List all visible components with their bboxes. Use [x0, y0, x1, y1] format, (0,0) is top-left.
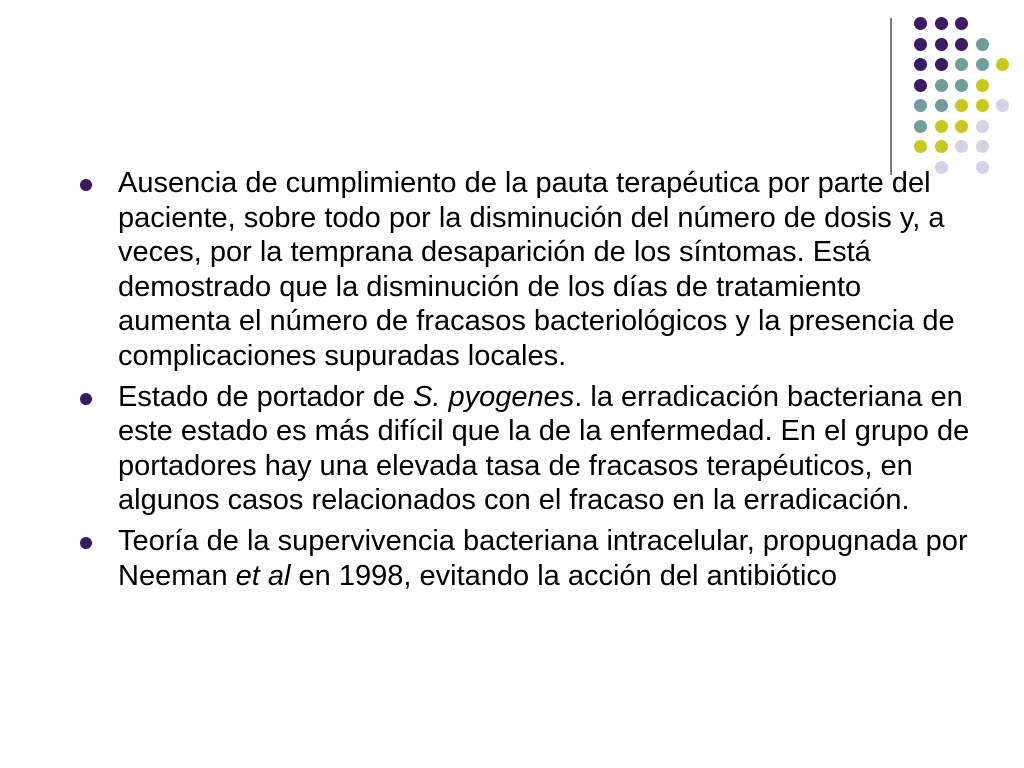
decor-dot: [914, 120, 927, 133]
decor-dot: [976, 38, 989, 51]
decor-dot: [955, 38, 968, 51]
bullet-text-start: Estado de portador de: [118, 380, 414, 413]
decor-dot: [914, 38, 927, 51]
bullet-text-italic: S. pyogenes: [413, 380, 575, 413]
slide-body: [78, 166, 978, 599]
decor-dot: [935, 58, 948, 71]
bullet-dot-icon: [80, 179, 92, 191]
bullet-text-end: en 1998, evitando la acción del antibiótico: [290, 559, 838, 592]
decor-dot: [914, 79, 927, 92]
decor-dot: [955, 58, 968, 71]
bullet-list: [78, 166, 978, 593]
bullet-text-end: . la erradicación bacteriana en este estado es más difícil que la de la enfermedad. En el grupo de portadores hay una elevada tasa de fracasos terapéuticos, en algunos casos relacionados con el fracaso en la erradicación.: [118, 380, 970, 517]
bullet-dot-icon: [80, 393, 92, 405]
bullet-item-carrier-state: [78, 380, 978, 518]
decor-dot: [996, 58, 1009, 71]
decor-dot: [976, 120, 989, 133]
decor-dot: [976, 140, 989, 153]
decor-dot: [976, 79, 989, 92]
decor-dot: [935, 140, 948, 153]
vertical-divider: [890, 18, 892, 175]
decor-dot: [935, 17, 948, 30]
decor-dot: [955, 79, 968, 92]
bullet-item-intracellular-survival: [78, 524, 978, 593]
decor-dot: [955, 120, 968, 133]
decor-dot: [976, 58, 989, 71]
decor-dot: [935, 120, 948, 133]
decor-dot: [914, 140, 927, 153]
decor-dot: [955, 140, 968, 153]
decor-dot: [955, 99, 968, 112]
decor-dot: [914, 17, 927, 30]
bullet-dot-icon: [80, 537, 92, 549]
decor-dot: [976, 99, 989, 112]
decor-dot: [935, 38, 948, 51]
bullet-text-start: Teoría de la supervivencia bacteriana intracelular, propugnada por Neeman: [118, 524, 968, 592]
decor-dot: [996, 99, 1009, 112]
bullet-text: Ausencia de cumplimiento de la pauta terapéutica por parte del paciente, sobre todo por la disminución del número de dosis y, a veces, por la temprana desaparición de los síntomas. Está demostrado que la disminución de los días de tratamiento aumenta el número de fracasos bacteriológicos y la presencia de complicaciones supuradas locales.: [118, 167, 955, 372]
decor-dot: [935, 99, 948, 112]
decor-dot: [914, 58, 927, 71]
decor-dot: [955, 17, 968, 30]
bullet-text-italic: et al: [235, 559, 291, 592]
decor-dot: [935, 79, 948, 92]
decor-dot: [914, 99, 927, 112]
bullet-item-compliance: [78, 166, 978, 374]
